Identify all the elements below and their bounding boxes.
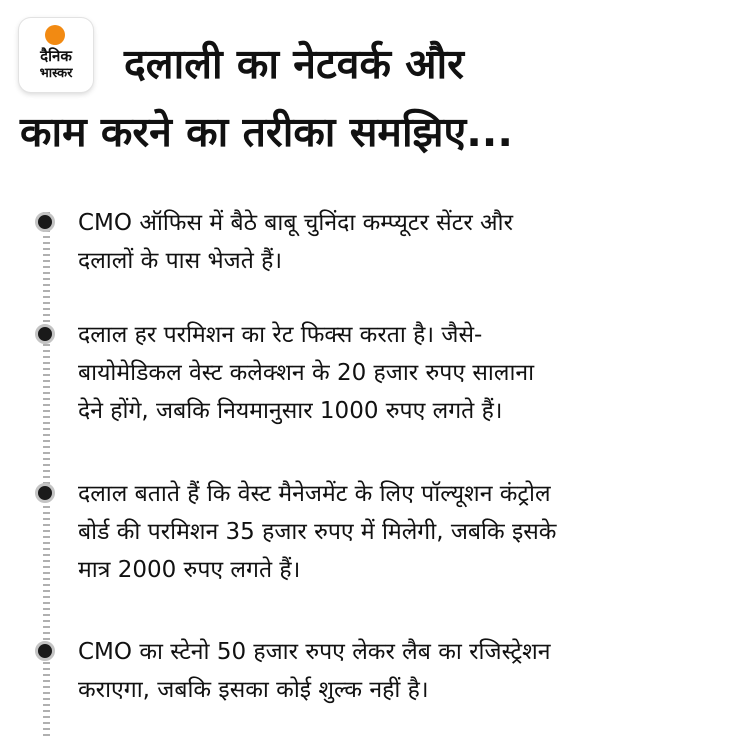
point-2-line3: देने होंगे, जबकि नियमानुसार 1000 रुपए लगते हैं।	[78, 398, 503, 424]
bullet-dot-4	[35, 641, 55, 661]
point-2-line1: दलाल हर परमिशन का रेट फिक्स करता है। जैसे-	[78, 322, 483, 348]
point-2-line2: बायोमेडिकल वेस्ट कलेक्शन के 20 हजार रुपए सालाना	[78, 360, 535, 386]
point-4-line1: CMO का स्टेनो 50 हजार रुपए लेकर लैब का रजिस्ट्रेशन	[78, 639, 551, 665]
point-3	[78, 475, 718, 589]
title-line2: काम करने का तरीका समझिए...	[20, 108, 513, 156]
title-line1: दलाली का नेटवर्क और	[124, 40, 464, 88]
point-3-line3: मात्र 2000 रुपए लगते हैं।	[78, 557, 301, 583]
bullet-dot-2	[35, 324, 55, 344]
bullet-dot-1	[35, 212, 55, 232]
page-title	[20, 30, 720, 166]
point-3-line2: बोर्ड की परमिशन 35 हजार रुपए में मिलेगी, जबकि इसके	[78, 519, 557, 545]
logo-text-line2: भास्कर	[39, 66, 73, 81]
point-4	[78, 633, 718, 709]
point-2	[78, 316, 718, 430]
point-1-line1: CMO ऑफिस में बैठे बाबू चुनिंदा कम्प्यूटर सेंटर और	[78, 210, 513, 236]
point-1-line2: दलालों के पास भेजते हैं।	[78, 248, 283, 274]
point-4-line2: कराएगा, जबकि इसका कोई शुल्क नहीं है।	[78, 677, 429, 703]
point-1	[78, 204, 718, 280]
logo-text-line1: दैनिक	[40, 47, 72, 65]
bullet-dot-3	[35, 483, 55, 503]
point-3-line1: दलाल बताते हैं कि वेस्ट मैनेजमेंट के लिए पॉल्यूशन कंट्रोल	[78, 481, 551, 507]
